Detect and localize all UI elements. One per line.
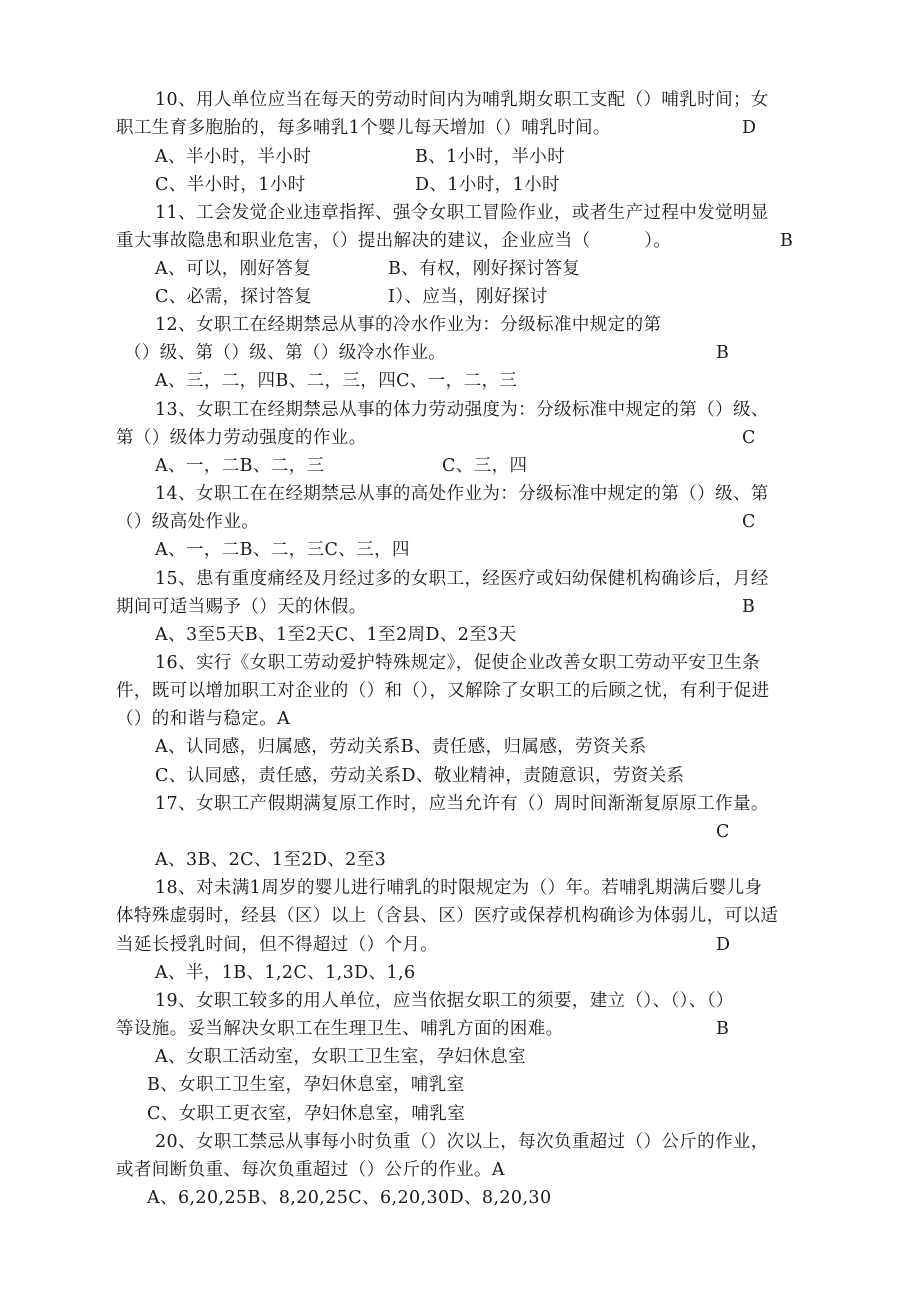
q10-option-c: C、半小时，1小时: [155, 175, 306, 195]
q19-stem-line-2: 等设施。妥当解决女职工在生理卫生、哺乳方面的困难。: [116, 1019, 564, 1039]
q18-options: A、半，1B、1,2C、1,3D、1,6: [155, 963, 416, 983]
q16-option-cd: C、认同感，责任感，劳动关系D、敬业精神，责随意识，劳资关系: [155, 766, 685, 786]
q18-stem-line-1: 18、对未满1周岁的婴儿进行哺乳的时限规定为（）年。若哺乳期满后婴儿身: [155, 878, 763, 898]
q11-option-a: A、可以，刚好答复: [155, 259, 312, 279]
q10-stem-line-2: 职工生育多胞胎的，每多哺乳1个婴儿每天增加（）哺乳时间。: [116, 118, 611, 138]
q19-answer: B: [716, 1019, 729, 1039]
q18-answer: D: [716, 935, 731, 955]
q10-option-b: B、1小时，半小时: [415, 147, 566, 167]
q19-stem-line-1: 19、女职工较多的用人单位，应当依据女职工的须要，建立（）、（）、（）: [155, 991, 734, 1011]
q16-stem-line-2: 件，既可以增加职工对企业的（）和（），又解除了女职工的后顾之忧，有利于促进: [116, 681, 770, 701]
q12-stem-line-2: （）级、第（）级、第（）级冷水作业。: [124, 343, 447, 363]
q20-stem-line-1: 20、女职工禁忌从事每小时负重（）次以上，每次负重超过（）公斤的作业，: [155, 1132, 769, 1152]
q17-options: A、3B、2C、1至2D、2至3: [155, 850, 387, 870]
q16-stem-line-1: 16、实行《女职工劳动爱护特殊规定》，促使企业改善女职工劳动平安卫生条: [155, 653, 761, 673]
q12-stem-line-1: 12、女职工在经期禁忌从事的冷水作业为：分级标准中规定的第: [155, 315, 662, 335]
q10-option-d: D、1小时，1小时: [415, 175, 560, 195]
q13-option-c: C、三，四: [442, 456, 528, 476]
q19-option-b: B、女职工卫生室，孕妇休息室，哺乳室: [147, 1075, 465, 1095]
q20-stem-line-2: 或者间断负重、每次负重超过（）公斤的作业。A: [116, 1160, 505, 1180]
q10-stem-line-1: 10、用人单位应当在每天的劳动时间内为哺乳期女职工支配（）哺乳时间；女: [155, 90, 769, 110]
q11-stem-line-1: 11、工会发觉企业违章指挥、强令女职工冒险作业，或者生产过程中发觉明显: [155, 203, 769, 223]
q11-option-d: I）、应当，刚好探讨: [388, 287, 548, 307]
q17-stem-line-1: 17、女职工产假期满复原工作时，应当允许有（）周时间渐渐复原原工作量。: [155, 794, 769, 814]
q11-option-b: B、有权，刚好探讨答复: [388, 259, 581, 279]
q15-options: A、3至5天B、1至2天C、1至2周D、2至3天: [155, 625, 517, 645]
q18-stem-line-3: 当延长授乳时间，但不得超过（）个月。: [116, 935, 439, 955]
q11-option-c: C、必需，探讨答复: [155, 287, 312, 307]
q17-answer: C: [716, 822, 730, 842]
q11-answer: B: [780, 231, 793, 251]
q13-stem-line-2: 第（）级体力劳动强度的作业。: [116, 428, 367, 448]
q19-option-c: C、女职工更衣室，孕妇休息室，哺乳室: [147, 1104, 466, 1124]
q15-stem-line-2: 期间可适当赐予（）天的休假。: [116, 597, 367, 617]
q14-options: A、一，二B、二，三C、三，四: [155, 540, 410, 560]
q15-answer: B: [742, 597, 755, 617]
q13-stem-line-1: 13、女职工在经期禁忌从事的体力劳动强度为：分级标准中规定的第（）级、: [155, 400, 769, 420]
q15-stem-line-1: 15、患有重度痛经及月经过多的女职工，经医疗或妇幼保健机构确诊后，月经: [155, 569, 769, 589]
q19-option-a: A、女职工活动室，女职工卫生室，孕妇休息室: [155, 1047, 527, 1067]
q16-option-ab: A、认同感，归属感，劳动关系B、责任感，归属感，劳资关系: [155, 737, 647, 757]
q10-answer: D: [742, 118, 757, 138]
q16-stem-line-3: （）的和谐与稳定。A: [116, 709, 291, 729]
q18-stem-line-2: 体特殊虚弱时，经县（区）以上（含县、区）医疗或保荐机构确诊为体弱儿，可以适: [116, 906, 779, 926]
q12-options: A、三，二，四B、二，三，四C、一，二，三: [155, 371, 518, 391]
q10-option-a: A、半小时，半小时: [155, 147, 312, 167]
q13-answer: C: [742, 428, 756, 448]
q14-answer: C: [742, 512, 756, 532]
q11-stem-line-2: 重大事故隐患和职业危害，（）提出解决的建议，企业应当（ ）。: [116, 231, 672, 251]
q14-stem-line-2: （）级高处作业。: [116, 512, 260, 532]
q13-option-ab: A、一，二B、二，三: [155, 456, 325, 476]
q20-options: A、6,20,25B、8,20,25C、6,20,30D、8,20,30: [147, 1188, 552, 1208]
q14-stem-line-1: 14、女职工在在经期禁忌从事的高处作业为：分级标准中规定的第（）级、第: [155, 484, 769, 504]
q12-answer: B: [716, 343, 729, 363]
